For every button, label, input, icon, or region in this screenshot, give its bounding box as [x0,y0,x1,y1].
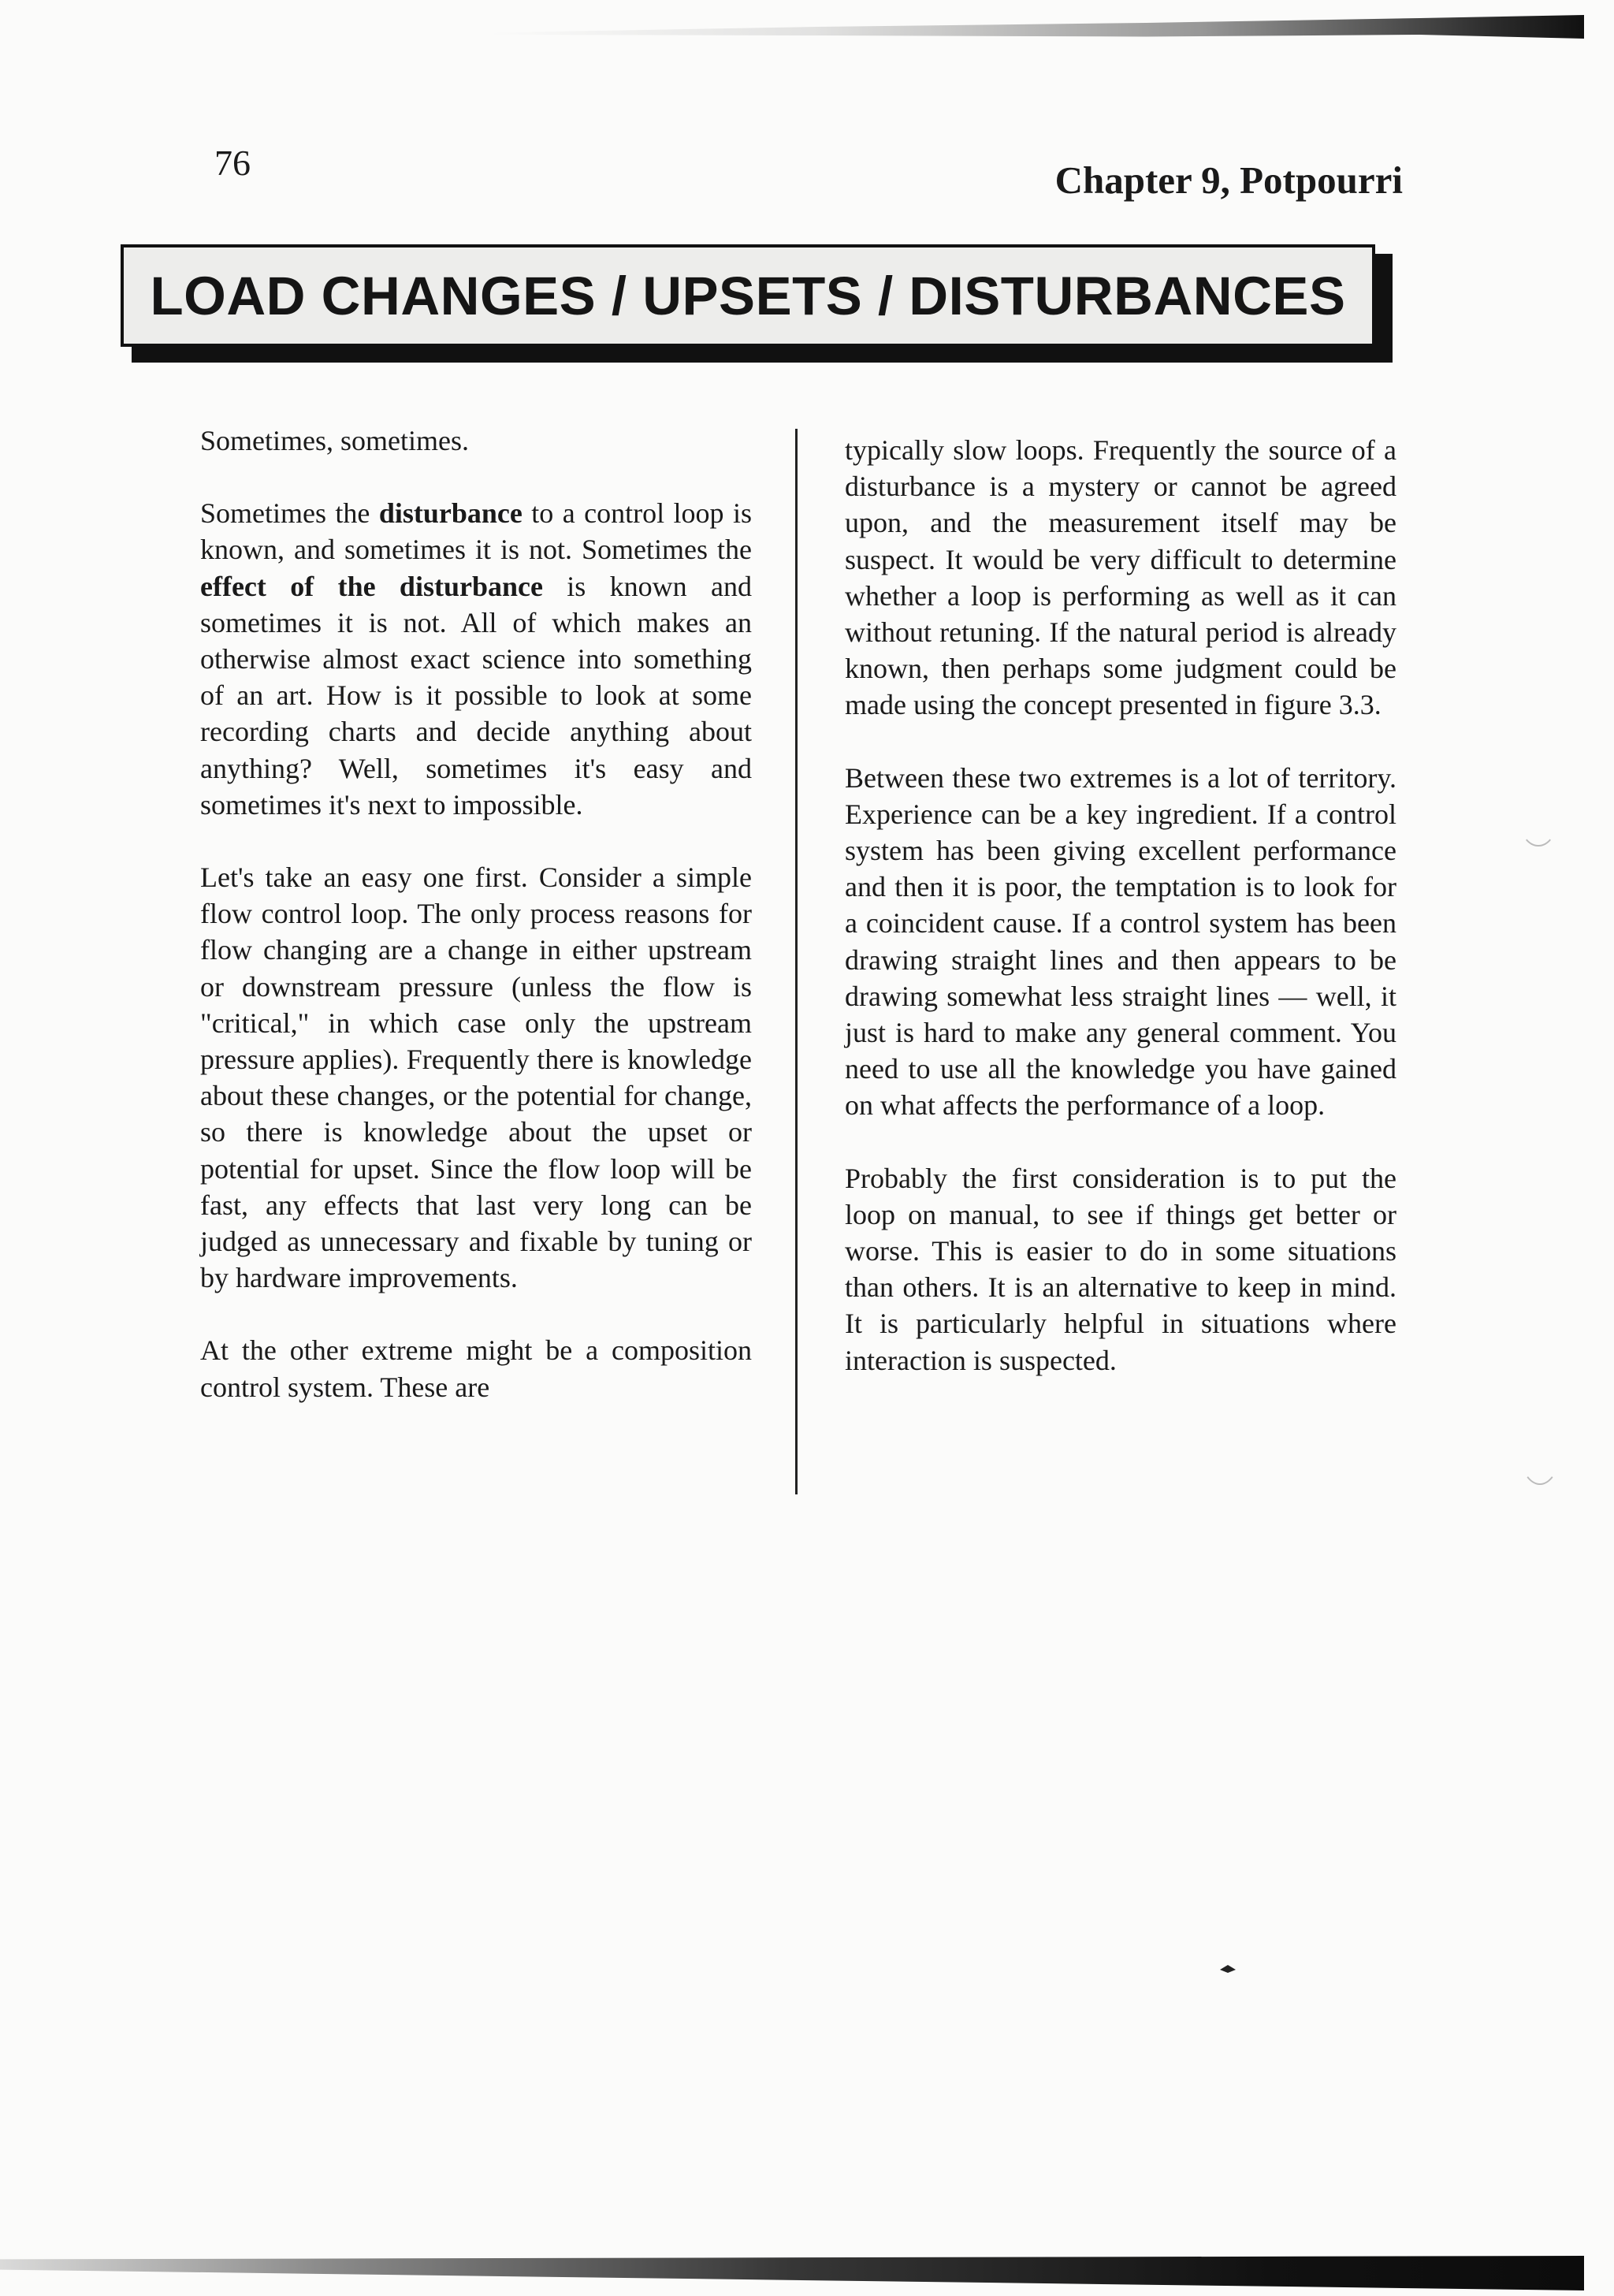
bold-term-disturbance: disturbance [378,497,523,530]
text-run: Sometimes the [200,497,379,530]
scan-edge-bottom [0,2256,1584,2290]
right-paragraph-2: Between these two extremes is a lot of territory. Experience can be a key ingredient. If a control system has been giving excellent performance and then it is poor, the temptation is to look for a coincident cause. If a control system has been drawing straight lines and then appears to be drawing somewhat less straight lines — well, it just is hard to make any general comment. You need to use all the knowledge you have gained on what affects the performance of a loop. [845,761,1396,1122]
ink-speck [1220,1965,1236,1973]
scan-edge-top [489,11,1584,50]
punch-hole-mark [1519,1419,1560,1485]
title-frame [121,244,1375,347]
left-paragraph-1: Sometimes, sometimes. [200,425,469,456]
left-paragraph-3: Let's take an easy one first. Consider a simple flow control loop. The only process reasons for flow changing are a change in either upstream or downstream pressure (unless the flow is "critical," in which case only the upstream pressure applies). Frequently there is knowledge about these changes, or the potential for change, so there is knowledge about the upset or potential for upset. Since the flow loop will be fast, any effects that last very long can be judged as unnecessary and fixable by tuning or by hardware improvements. [200,861,752,1294]
left-paragraph-4: At the other extreme might be a composition control system. These are [200,1334,752,1403]
punch-hole-mark [1519,796,1557,847]
page-number: 76 [214,143,251,183]
right-column [845,432,1396,1415]
bold-term-effect: effect of the disturbance [200,570,543,602]
section-title-box [121,244,1393,363]
right-paragraph-3: Probably the first consideration is to put the loop on manual, to see if things get better or worse. This is easier to do in some situations than others. It is an alternative to keep in mind. It is particularly helpful in situations where interaction is suspected. [845,1162,1396,1376]
section-title: LOAD CHANGES / UPSETS / DISTURBANCES [150,265,1346,326]
right-paragraph-1: typically slow loops. Frequently the source of a disturbance is a mystery or cannot be agreed upon, and the measurement itself may be suspect. It would be very difficult to determine whether a loop is performing as well as it can without retuning. If the natural period is already known, then perhaps some judgment could be made using the concept presented in figure 3.3. [845,434,1396,721]
text-run: is known and sometimes it is not. All of which makes an otherwise almost exact science into something of an art. How is it possible to look at some recording charts and decide anything about anything? Well, sometimes it's easy and sometimes it's next to impossible. [200,570,752,821]
left-column [200,422,752,1442]
chapter-header: Chapter 9, Potpourri [1054,158,1403,202]
text-run: to a control loop is known, and sometimes it is not. Sometimes the [200,497,752,566]
left-paragraph-2 [200,495,752,823]
column-divider [795,429,798,1494]
